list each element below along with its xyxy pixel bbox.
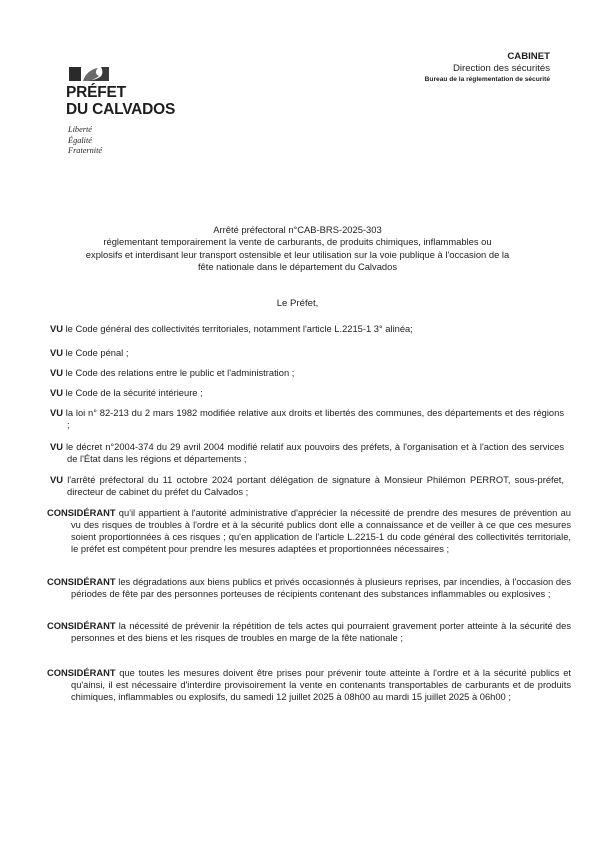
visa-2 (50, 347, 564, 359)
visa-keyword: VU (50, 442, 63, 452)
visa-text: le Code des relations entre le public et l'administration ; (62, 368, 295, 378)
considerant-4 (47, 667, 571, 703)
considerant-keyword: CONSIDÉRANT (47, 508, 116, 518)
considerant-text: les dégradations aux biens publics et privés occasionnés à plusieurs reprises, par incendies, à l'occasion des périodes de fête par des personnes porteuses de récipients contenant des substances inflammables ou explosives ; (71, 577, 571, 600)
visa-6 (50, 441, 564, 465)
considerant-keyword: CONSIDÉRANT (47, 621, 116, 631)
devise-line-1: Liberté (68, 125, 92, 134)
service-bureau: Bureau de la réglementation de sécurité (424, 76, 550, 83)
visa-text: le Code de la sécurité intérieure ; (62, 388, 203, 398)
visa-text: le Code général des collectivités territoriales, notamment l'article L.2215-1 3° alinéa; (62, 324, 413, 334)
marianne-emblem-icon (67, 66, 111, 82)
considerant-3 (47, 620, 571, 644)
visa-keyword: VU (50, 475, 63, 485)
considerant-1 (47, 507, 571, 555)
devise-line-3: Fraternité (68, 146, 103, 155)
arrete-subject-line-3: fête nationale dans le département du Calvados (197, 260, 398, 272)
visa-text: l'arrêté préfectoral du 11 octobre 2024 portant délégation de signature à Monsieur Philémon PERROT, sous-préfet, directeur de cabinet du préfet du Calvados ; (62, 475, 564, 498)
service-header (425, 51, 550, 85)
visa-1 (50, 323, 564, 335)
considerant-2 (47, 576, 571, 600)
visa-keyword: VU (50, 324, 63, 334)
devise (68, 125, 148, 157)
arrete-subject-line-2: explosifs et interdisant leur transport ostensible et leur utilisation sur la voie publique à l'occasion de la (85, 248, 510, 260)
arrete-subject-line-1: réglementant temporairement la vente de carburants, de produits chimiques, inflammables ou (103, 236, 492, 248)
considerant-text: la nécessité de prévenir la répétition de tels actes qui pourraient gravement porter atteinte à la sécurité des personnes et des biens et les risques de troubles en marge de la fête nationale ; (71, 621, 571, 644)
logo-title-line-2: DU CALVADOS (66, 101, 176, 118)
visa-3 (50, 367, 564, 379)
visa-text: le Code pénal ; (62, 348, 129, 358)
visa-text: la loi n° 82-213 du 2 mars 1982 modifiée relative aux droits et libertés des communes, des départements et des régions ; (62, 408, 564, 431)
visa-keyword: VU (50, 368, 63, 378)
service-direction: Direction des sécurités (452, 63, 550, 74)
considerant-keyword: CONSIDÉRANT (47, 577, 116, 587)
arrete-title (40, 224, 555, 273)
visa-7 (50, 474, 564, 498)
considerant-text: que toutes les mesures doivent être prises pour prévenir toute atteinte à l'ordre et à la sécurité publics et qu'ainsi, il est nécessaire d'interdire provisoirement la vente en contenants transportables de carburants et de produits chimiques, inflammables ou explosifs, du samedi 12 juillet 2025 à 08h00 au mardi 15 juillet 2025 à 06h00 ; (71, 668, 571, 703)
arrete-number: Arrêté préfectoral n°CAB-BRS-2025-303 (213, 224, 382, 235)
visa-keyword: VU (50, 408, 63, 418)
visa-keyword: VU (50, 388, 63, 398)
logo-title (66, 84, 226, 118)
visa-keyword: VU (50, 348, 63, 358)
considerant-text: qu'il appartient à l'autorité administrative d'apprécier la nécessité de prendre des mesures de prévention au vu des risques de troubles à l'ordre et à la sécurité publics dont elle a connaissance et de veiller à ce que ces mesures soient proportionnées à ces risques ; qu'en application de l'article L.2215-1 du code général des collectivités territoriale, le préfet est compétent pour prendre les mesures adaptées et proportionnées nécessaires ; (71, 508, 571, 555)
visa-5 (50, 407, 564, 431)
prefet-heading: Le Préfet, (276, 298, 319, 309)
considerant-keyword: CONSIDÉRANT (47, 668, 116, 678)
service-cabinet: CABINET (507, 51, 550, 62)
visa-4 (50, 387, 564, 399)
visa-text: le décret n°2004-374 du 29 avril 2004 modifié relatif aux pouvoirs des préfets, à l'organisation et à l'action des services de l'État dans les régions et départements ; (62, 442, 564, 465)
devise-line-2: Égalité (68, 135, 92, 145)
logo-title-line-1: PRÉFET (66, 84, 126, 101)
